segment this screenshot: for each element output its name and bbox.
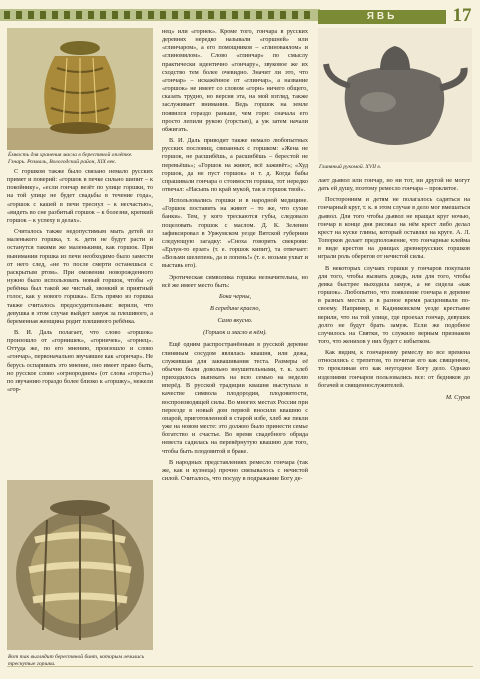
header-ornament	[0, 0, 320, 26]
poem-line: Бока черны,	[218, 292, 252, 300]
washbasin-image	[318, 28, 472, 162]
col2-paragraph: Ещё одним распространённым в русской деревне глиняным сосудом являлась квашня, или дежа, служившая для заквашивания теста. Размеры её обычно были довольно внушительными, т. к. хлеб приходилось выпекать на всю семью на неделю вперёд. В русской традиции квашня выступала в качестве символа плодородия, плодовитости, воспроизводящей силы. Во многих местах России при переезде в новый дом первой вносили квашню с опарой, приготовленной в старой избе, хлеб же пекли уже на новом месте: это должно было принести семье богатство и счастье. Во время свадебного обряда невеста садилась на перевёрнутую квашню для того, чтобы быть плодовитой в браке.	[162, 341, 308, 455]
section-title: ЯВЬ	[366, 11, 398, 22]
poem-line: Само вкусно.	[217, 317, 253, 325]
photo3-caption: Глиняный рукомой. XVII в.	[319, 164, 382, 170]
oil-vessel-image	[7, 28, 153, 150]
photo1-caption: Ёмкость для хранения масла в берестяной оплётке. Гзнарь. Розмаль, Вологодский район, XIX век.	[8, 152, 133, 165]
washbasin-photo	[318, 28, 472, 162]
column-2	[162, 28, 308, 486]
page-number: 17	[452, 5, 472, 26]
author-signature: М. Суров	[445, 393, 470, 401]
col3-paragraph: Как видим, к гончарному ремеслу во все времена относились с трепетом, то почитая его как священное, то проклиная его как неугодное Богу дело. Однако изделиями гончаров пользовались все: от бедняков до богачей и священнослужителей.	[318, 349, 470, 389]
col3-paragraph: Посторонним и детям не полагалось садиться на гончарный круг, т. к. в этом случае в дело мог вмешаться дьявол. Для того чтобы дьявол не вращал круг ночью, гончар в конце дня рисовал на нём крест либо делал крест на куске глины, который оставлял на круге. А. Л. Топорков делает предположение, что гончарные клейма в виде крестов на днищах древнерусских горшков играли роль оберегов от нечистой силы.	[318, 196, 470, 261]
col2-paragraph: В народных представлениях ремесло гончара (так же, как и кузнеца) прочно связывалось с нечистой силой. Считалось, что посуду в подражание Богу де-	[162, 458, 308, 482]
birch-bandage-photo	[7, 480, 153, 650]
photo2-caption: Вот так выглядит берестяной бинт, которым лечились треснутые горшки.	[8, 654, 145, 667]
col1-paragraph: Считалось также недопустимым мыть детей из маленького горшка, т. к. дети не будут расти и останутся такими же маленькими, как горшок. При вынимании горшка из печи необходимо было замести от него след, «не то после смерти останешься с раскрытым ртом». При омовении новорожденного нужно было использовать новый горшок, чтобы «у ребёнка был такой же чистый, звонкий и приятный голос, как у нового горшка». Есть прямо из горшка также считалось предосудительным: верили, что девушка в этом случае выйдет замуж за плешивого, а беременная женщина родит плешивого ребёнка.	[7, 228, 153, 325]
poem-line: В середине красно,	[209, 305, 261, 312]
col3-paragraph: В некоторых случаях горшки у гончаров покупали для того, чтобы вызвать дождь, или для того, чтобы девка быстрее выходила замуж, а не сидела «как горшок». Любопытно, что появление гончара в деревне в разных местах и в разное время расценивали по-своему. Например, в Кадниковском уезде крестьяне верили, что на той улице, где проехал гончар, девушек долго не будут брать замуж. Если же подобное случилось на Святки, то служило верным признаком того, что женихов у них будет с избытком.	[318, 264, 470, 345]
col2-paragraph: Использовались горшки и в народной медицине. «Горшок поставить на живот – то же, что сухие банки». Тем, у кого трескаются губы, следовало поцеловать горшок с маслом. Д. К. Зеленин зафиксировал в Уржумском уезде Вятской губернии следующую загадку: «Сноха говорить свекрови: «Ерлун-то ерзат» (т. е. горшок кипит), та отвечает: «Возьми шелепень, да и лопень!» (т. е. возьми ухват и выставь его).	[162, 197, 308, 270]
column-3	[318, 177, 470, 402]
column-1	[7, 168, 153, 397]
oil-vessel-photo	[7, 28, 153, 150]
col3-paragraph: лает дьявол или гончар, но ни тот, ни другой не могут дать ей душу, поэтому ремесло гончара – проклятое.	[318, 177, 470, 193]
poem-line: (Горшок и масло в нём).	[203, 329, 267, 337]
col1-paragraph: С горшком также было связано немало русских примет и поверий: «горшок в печке сильно шипит – к покойнику», «если гончар везёт по улице горшки, то на той улице не будет свадьбы в течение года», «горшок с кашей в печи треснул – к несчастью», «видеть во сне разбитый горшок – к болезни, крепкий горшок – к успеху в делах».	[7, 168, 153, 224]
col2-paragraph: В. И. Даль приводит также немало любопытных русских пословиц, связанных с горшком: «Жена не горшок, не расшибёшь, а расшибёшь – берестой не перевьёшь»; «Горшок на живот, всё заживёт»; «Худ горшок, да не пуст горшок» и т. д. Когда бабы спрашивали гончара о стоимости горшка, тот нередко отвечал: «Насыпь по край мукой, так и горшок твой».	[162, 137, 308, 193]
riddle-poem	[162, 293, 308, 338]
col1-paragraph: В. И. Даль полагает, что слово «горшок» произошло от «горнишек», «горничек», «горнец». Оттуда же, по его мнению, произошло и слово «гончар», первоначально звучавшее как «горнчар». Не берусь оспаривать это мнение, оно имеет право быть, но русское слово «огрнородием» (от слова «горсть») по звучанию гораздо более близко к «горшку», нежели «гор-	[7, 328, 153, 394]
footer-rule	[7, 666, 473, 673]
col2-paragraph: нец» или «горнек». Кроме того, гончара в русских деревнях нередко называли «горшней» или «глинчаром», а его помощников – «глиноваялом» и «глиномялом». Слово «глинчар» по смыслу практически идентично «гончару», звуковое же их сходство тем более очевидно. Значит ли это, что «гончар» – искажённое от «глинчар», а название «горшок» не имеет со словом «горн» ничего общего, сказать трудно, но версия эта, на мой взгляд, также заслуживает внимания. Ведь горшок на земле появился гораздо раньше, чем горн: сначала его просто лепили рукою (горстью), а уж затем начали обжигать.	[162, 28, 308, 133]
col2-paragraph: Эротическая символика горшка незначительна, но всё же имеет место быть:	[162, 273, 308, 289]
birch-bandage-image	[7, 480, 153, 650]
